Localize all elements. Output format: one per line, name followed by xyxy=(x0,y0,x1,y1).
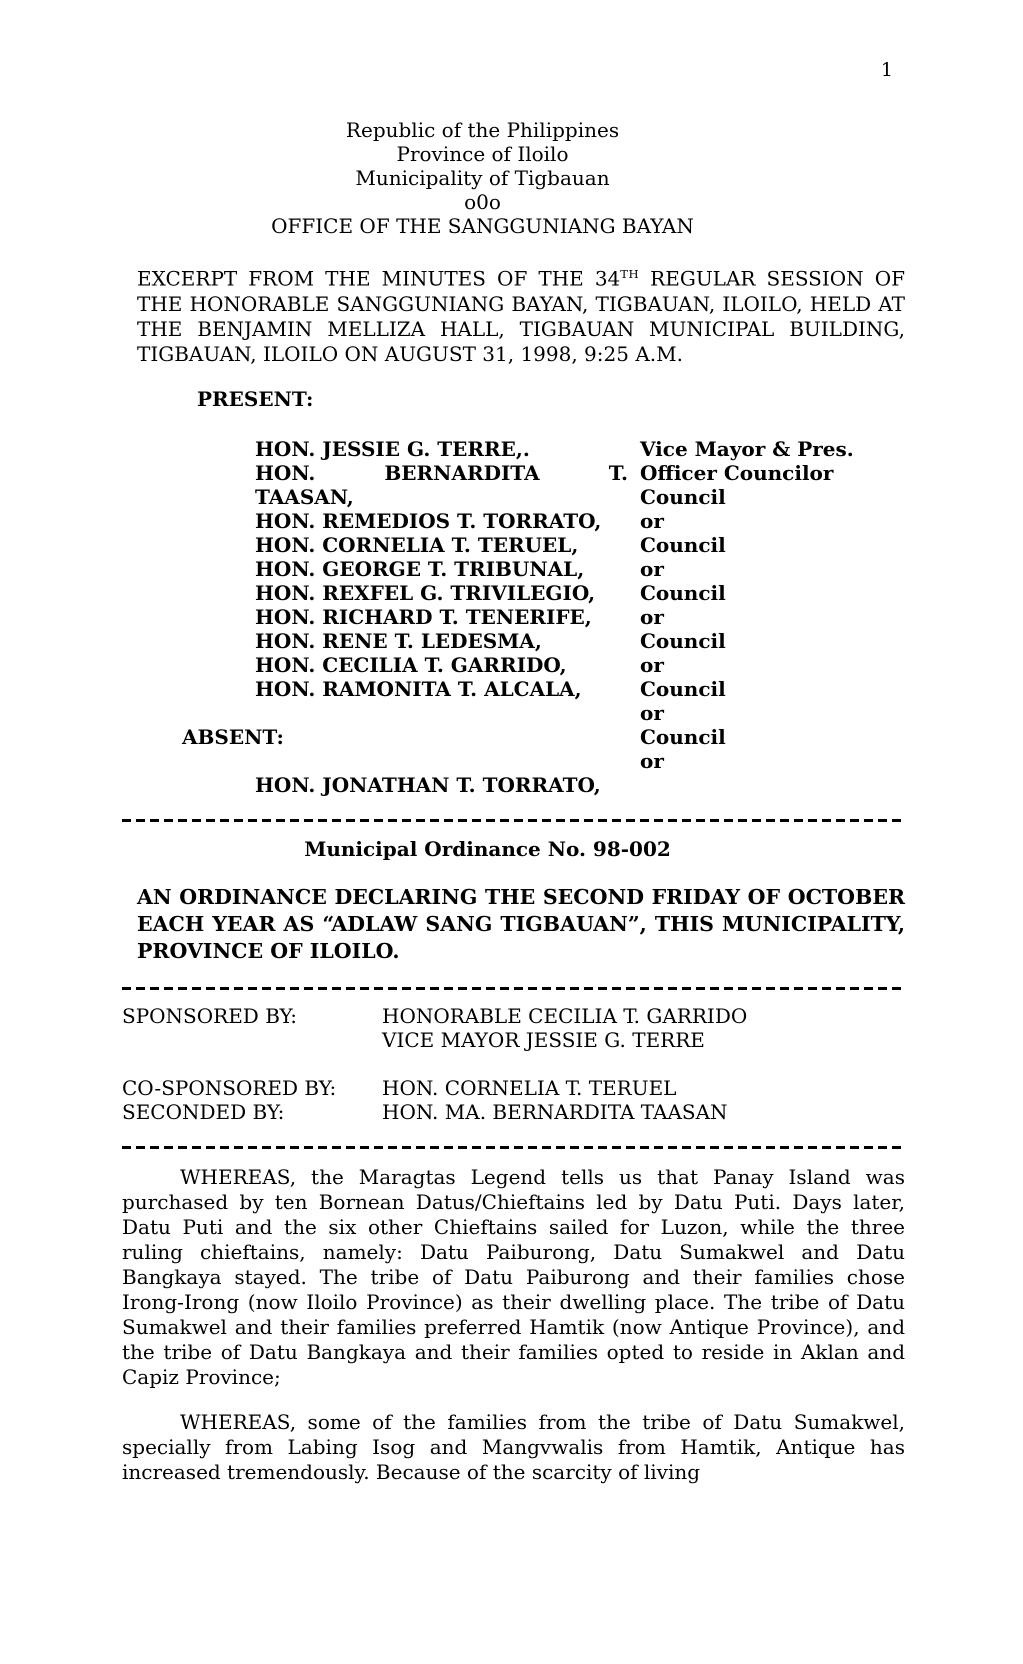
sponsor-row xyxy=(122,1100,905,1124)
absent-label: ABSENT: xyxy=(182,724,284,749)
ordinance-number-title: Municipal Ordinance No. 98-002 xyxy=(304,836,671,861)
sponsor-label-empty xyxy=(122,1028,382,1052)
attendee-name: HON. REMEDIOS T. TORRATO, xyxy=(255,508,602,533)
present-label: PRESENT: xyxy=(197,386,314,411)
attendee-name: HON. RAMONITA T. ALCALA, xyxy=(255,676,582,701)
sponsor-name: VICE MAYOR JESSIE G. TERRE xyxy=(382,1027,705,1052)
attendee-title: or xyxy=(640,556,664,581)
whereas-paragraph-2: WHEREAS, some of the families from the tribe of Datu Sumakwel, specially from Labing Isog and Mangvwalis from Hamtik, Antique has increased tremendously. Because of the scarcity of living xyxy=(122,1409,905,1484)
attendee-title: Council xyxy=(640,676,726,701)
spacer xyxy=(122,1052,905,1076)
attendance-columns xyxy=(122,437,905,797)
excerpt-paragraph xyxy=(137,262,905,367)
attendee-title: or xyxy=(640,604,664,629)
attendee-name xyxy=(255,461,628,485)
attendee-name: HON. CORNELIA T. TERUEL, xyxy=(255,532,579,557)
attendance-titles-column xyxy=(640,437,905,797)
sponsor-name: HON. MA. BERNARDITA TAASAN xyxy=(382,1099,728,1124)
document-header xyxy=(122,118,843,238)
excerpt-text-end: REGULAR SESSION OF THE HONORABLE SANGGUNIANG BAYAN, TIGBAUAN, ILOILO, HELD AT THE BENJAMIN MELLIZA HALL, TIGBAUAN MUNICIPAL BUILDING, TIGBAUAN, ILOILO ON AUGUST 31, 1998, 9:25 A.M. xyxy=(137,266,905,366)
attendee-title: Council xyxy=(640,532,726,557)
attendee-title: or xyxy=(640,652,664,677)
attendee-name: HON. RENE T. LEDESMA, xyxy=(255,628,542,653)
dashed-separator xyxy=(122,987,905,990)
attendance-names-column xyxy=(182,436,628,797)
attendee-name-word: BERNARDITA xyxy=(384,460,540,485)
header-office: OFFICE OF THE SANGGUNIANG BAYAN xyxy=(271,214,694,238)
attendee-title: or xyxy=(640,508,664,533)
sponsor-row xyxy=(122,1028,905,1052)
dashed-separator xyxy=(122,819,905,822)
excerpt-text-start: EXCERPT FROM THE MINUTES OF THE 34 xyxy=(137,266,621,291)
attendee-name: HON. GEORGE T. TRIBUNAL, xyxy=(255,556,585,581)
attendee-title: Council xyxy=(640,484,726,509)
attendee-name: TAASAN, xyxy=(255,484,354,509)
attendee-title: Officer Councilor xyxy=(640,460,834,485)
attendee-name: HON. JESSIE G. TERRE,. xyxy=(255,436,530,461)
attendee-name: HON. CECILIA T. GARRIDO, xyxy=(255,652,567,677)
header-province: Province of Iloilo xyxy=(396,142,569,166)
sponsor-name: HON. CORNELIA T. TERUEL xyxy=(382,1075,677,1100)
attendee-title: Council xyxy=(640,580,726,605)
attendee-name: HON. RICHARD T. TENERIFE, xyxy=(255,604,592,629)
excerpt-ordinal-superscript: TH xyxy=(620,267,640,281)
attendee-title: or xyxy=(640,700,664,725)
seconded-by-label: SECONDED BY: xyxy=(122,1099,285,1124)
attendee-title: Council xyxy=(640,628,726,653)
absent-name: HON. JONATHAN T. TORRATO, xyxy=(255,772,601,797)
header-municipality: Municipality of Tigbauan xyxy=(355,166,610,190)
cosponsored-by-label: CO-SPONSORED BY: xyxy=(122,1075,337,1100)
attendee-title: or xyxy=(640,748,664,773)
sponsor-name: HONORABLE CECILIA T. GARRIDO xyxy=(382,1003,748,1028)
attendee-title: Council xyxy=(640,724,726,749)
attendee-title: Vice Mayor & Pres. xyxy=(640,436,854,461)
ordinance-declaration: AN ORDINANCE DECLARING THE SECOND FRIDAY OF OCTOBER EACH YEAR AS “ADLAW SANG TIGBAUAN”, THIS MUNICIPALITY, PROVINCE OF ILOILO. xyxy=(137,884,905,963)
attendee-name: HON. REXFEL G. TRIVILEGIO, xyxy=(255,580,596,605)
sponsor-row xyxy=(122,1004,905,1028)
spacer xyxy=(255,749,628,773)
sponsors-block xyxy=(122,1004,905,1124)
attendee-name-word: HON. xyxy=(255,460,316,485)
sponsor-row xyxy=(122,1076,905,1100)
spacer xyxy=(255,701,628,725)
header-republic: Republic of the Philippines xyxy=(345,118,620,142)
sponsored-by-label: SPONSORED BY: xyxy=(122,1003,298,1028)
page-number: 1 xyxy=(880,59,893,81)
whereas-paragraph-1: WHEREAS, the Maragtas Legend tells us that Panay Island was purchased by ten Bornean Datus/Chieftains led by Datu Puti. Days later, Datu Puti and the six other Chieftains sailed for Luzon, while the three ruling chieftains, namely: Datu Paiburong, Datu Sumakwel and Datu Bangkaya stayed. The tribe of Datu Paiburong and their families chose Irong-Irong (now Iloilo Province) as their dwelling place. The tribe of Datu Sumakwel and their families preferred Hamtik (now Antique Province), and the tribe of Datu Bangkaya and their families opted to reside in Aklan and Capiz Province; xyxy=(122,1164,905,1389)
dashed-separator xyxy=(122,1146,905,1149)
attendee-name-word: T. xyxy=(608,460,628,485)
header-separator-o0o: o0o xyxy=(464,190,501,214)
